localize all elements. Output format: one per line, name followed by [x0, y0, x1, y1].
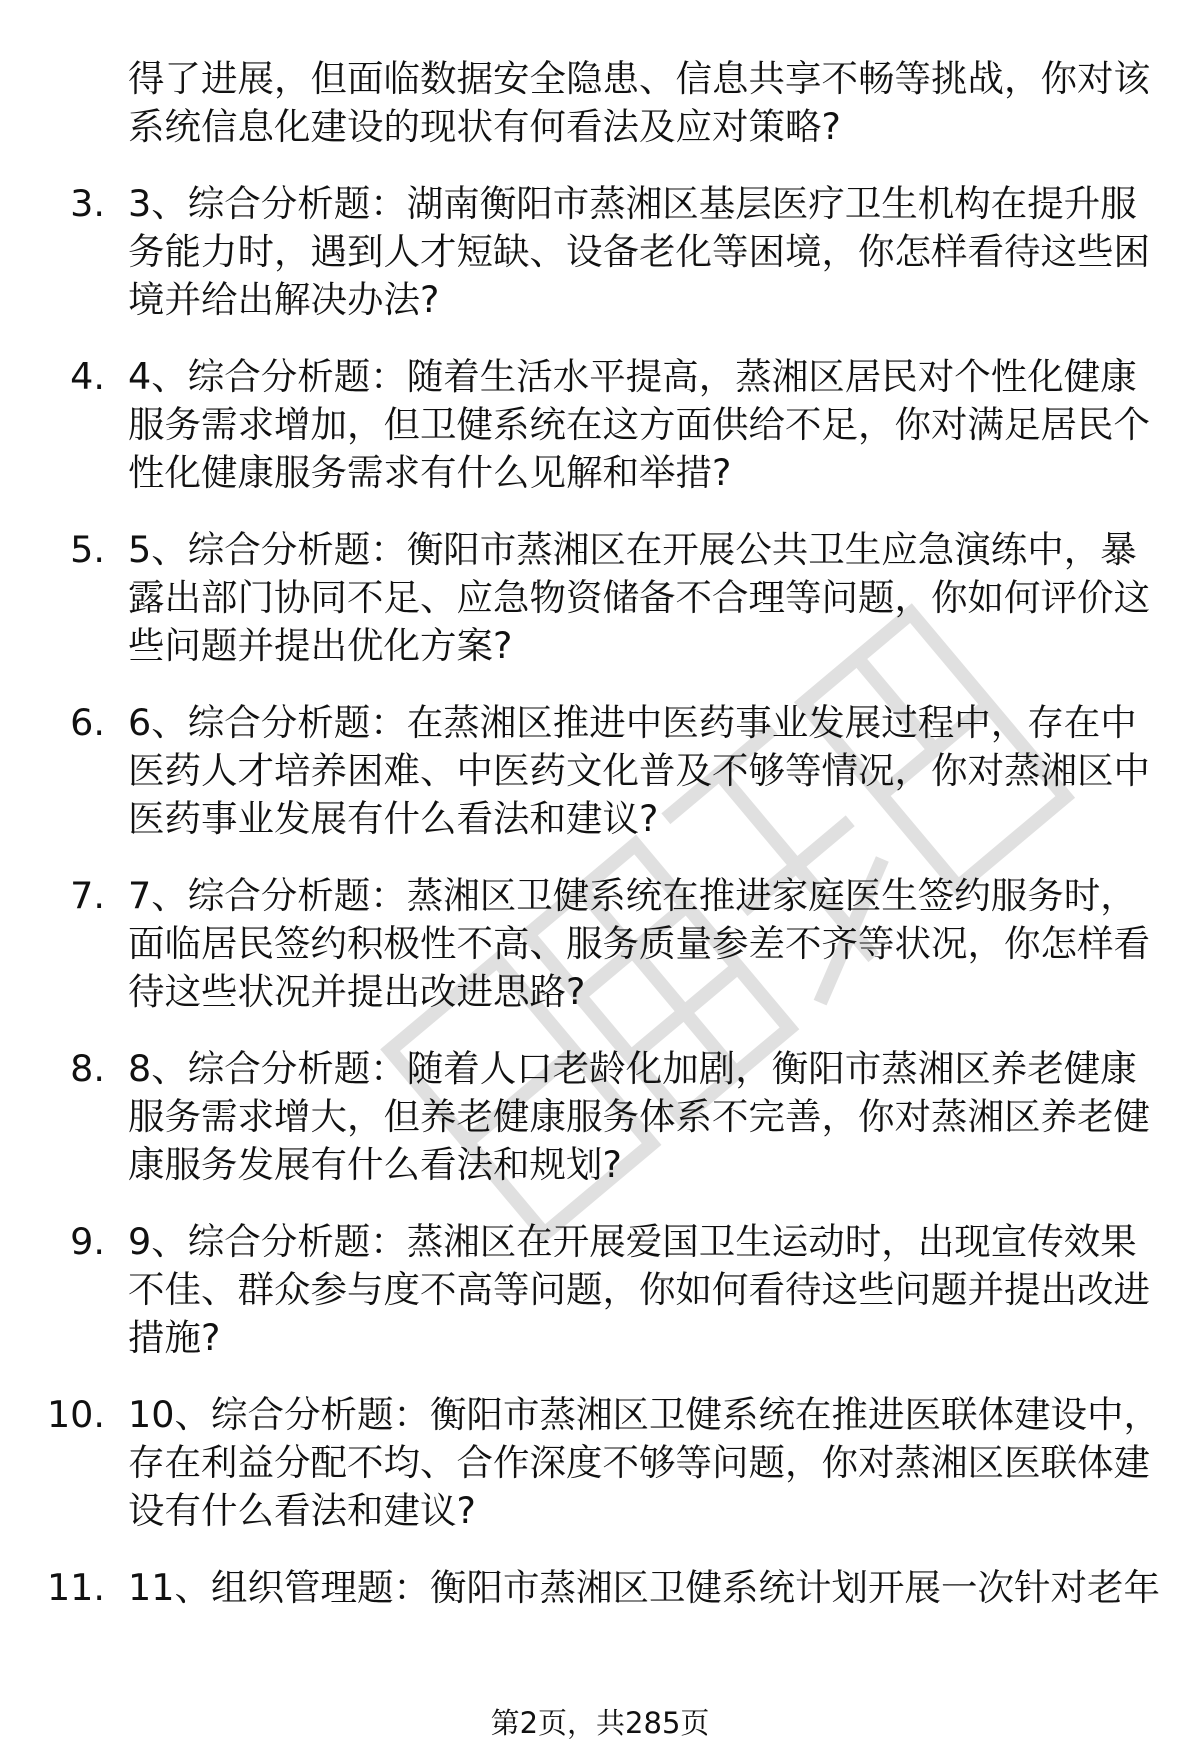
list-item: [0, 1391, 1200, 1535]
list-item: [0, 353, 1200, 497]
item-number: 3.: [70, 182, 105, 225]
item-text: 11、组织管理题：衡阳市蒸湘区卫健系统计划开展一次针对老年: [128, 1566, 1160, 1609]
list-item: [0, 1045, 1200, 1189]
item-number: 6.: [70, 701, 105, 744]
item-number: 7.: [70, 874, 105, 917]
item-text: 5、综合分析题：衡阳市蒸湘区在开展公共卫生应急演练中，暴露出部门协同不足、应急物资储备不合理等问题，你如何评价这些问题并提出优化方案?: [128, 528, 1150, 667]
item-number: 8.: [70, 1047, 105, 1090]
continued-question-text: 得了进展，但面临数据安全隐患、信息共享不畅等挑战，你对该系统信息化建设的现状有何看法及应对策略?: [128, 57, 1150, 148]
list-item: [0, 872, 1200, 1016]
list-item: [0, 180, 1200, 324]
question-list: [0, 55, 1200, 1641]
item-number: 11.: [46, 1566, 105, 1609]
item-text: 6、综合分析题：在蒸湘区推进中医药事业发展过程中，存在中医药人才培养困难、中医药文化普及不够等情况，你对蒸湘区中医药事业发展有什么看法和建议?: [128, 701, 1150, 840]
item-number: 5.: [70, 528, 105, 571]
item-number: 4.: [70, 355, 105, 398]
item-text: 4、综合分析题：随着生活水平提高，蒸湘区居民对个性化健康服务需求增加，但卫健系统在这方面供给不足，你对满足居民个性化健康服务需求有什么见解和举措?: [128, 355, 1150, 494]
item-number: 10.: [46, 1393, 105, 1436]
item-text: 10、综合分析题：衡阳市蒸湘区卫健系统在推进医联体建设中，存在利益分配不均、合作深度不够等问题，你对蒸湘区医联体建设有什么看法和建议?: [128, 1393, 1160, 1532]
list-item: [0, 699, 1200, 843]
list-item: [0, 1564, 1200, 1612]
item-text: 9、综合分析题：蒸湘区在开展爱国卫生运动时，出现宣传效果不佳、群众参与度不高等问题，你如何看待这些问题并提出改进措施?: [128, 1220, 1150, 1359]
item-text: 8、综合分析题：随着人口老龄化加剧，衡阳市蒸湘区养老健康服务需求增大，但养老健康服务体系不完善，你对蒸湘区养老健康服务发展有什么看法和规划?: [128, 1047, 1150, 1186]
item-text: 3、综合分析题：湖南衡阳市蒸湘区基层医疗卫生机构在提升服务能力时，遇到人才短缺、设备老化等困境，你怎样看待这些困境并给出解决办法?: [128, 182, 1150, 321]
item-number: 9.: [70, 1220, 105, 1263]
list-item: [0, 526, 1200, 670]
page-number-footer: 第2页，共285页: [490, 1706, 710, 1740]
list-item: [0, 1218, 1200, 1362]
item-text: 7、综合分析题：蒸湘区卫健系统在推进家庭医生签约服务时，面临居民签约积极性不高、服务质量参差不齐等状况，你怎样看待这些状况并提出改进思路?: [128, 874, 1150, 1013]
